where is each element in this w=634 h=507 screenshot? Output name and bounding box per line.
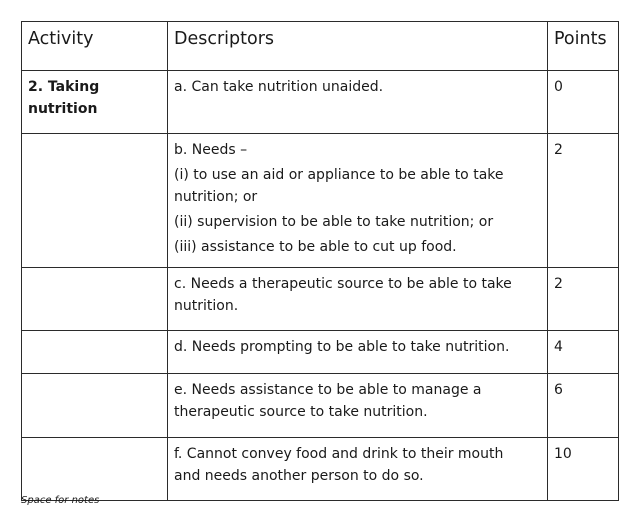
- descriptor-cell: [168, 71, 548, 134]
- descriptor-cell: [168, 134, 548, 268]
- header-row: [22, 22, 619, 71]
- scoring-table: [21, 21, 619, 501]
- activity-name-line: 2. Taking: [28, 79, 100, 95]
- table-row: [22, 438, 619, 501]
- header-points: Points: [548, 22, 619, 71]
- points-cell: 0: [548, 71, 619, 134]
- activity-cell: [22, 438, 168, 501]
- descriptor-line: a. Can take nutrition unaided.: [174, 79, 384, 95]
- activity-cell: [22, 71, 168, 134]
- descriptor-line: c. Needs a therapeutic source to be able to take: [174, 276, 512, 292]
- notes-label: Space for notes: [21, 495, 100, 506]
- table-row: [22, 71, 619, 134]
- header-activity: Activity: [22, 22, 168, 71]
- descriptor-line: e. Needs assistance to be able to manage a: [174, 382, 482, 398]
- descriptor-line: and needs another person to do so.: [174, 468, 424, 484]
- points-cell: 2: [548, 268, 619, 331]
- descriptor-line: d. Needs prompting to be able to take nutrition.: [174, 339, 510, 355]
- descriptor-line: (i) to use an aid or appliance to be able to take: [174, 167, 504, 183]
- descriptor-cell: [168, 374, 548, 438]
- descriptor-cell: [168, 268, 548, 331]
- activity-cell: [22, 331, 168, 374]
- activity-cell: [22, 268, 168, 331]
- points-cell: 4: [548, 331, 619, 374]
- activity-cell: [22, 374, 168, 438]
- points-cell: 2: [548, 134, 619, 268]
- descriptor-line: (ii) supervision to be able to take nutrition; or: [174, 214, 494, 230]
- points-cell: 6: [548, 374, 619, 438]
- table-row: [22, 134, 619, 268]
- table-row: [22, 374, 619, 438]
- points-cell: 10: [548, 438, 619, 501]
- table-row: [22, 331, 619, 374]
- descriptor-line: therapeutic source to take nutrition.: [174, 404, 428, 420]
- descriptor-line: nutrition; or: [174, 189, 258, 205]
- header-descriptors: Descriptors: [168, 22, 548, 71]
- activity-name-line: nutrition: [28, 101, 98, 117]
- descriptor-cell: [168, 331, 548, 374]
- descriptor-line: b. Needs –: [174, 142, 248, 158]
- table-row: [22, 268, 619, 331]
- descriptor-cell: [168, 438, 548, 501]
- descriptor-line: nutrition.: [174, 298, 239, 314]
- activity-cell: [22, 134, 168, 268]
- descriptor-line: (iii) assistance to be able to cut up food.: [174, 239, 457, 255]
- descriptor-line: f. Cannot convey food and drink to their mouth: [174, 446, 504, 462]
